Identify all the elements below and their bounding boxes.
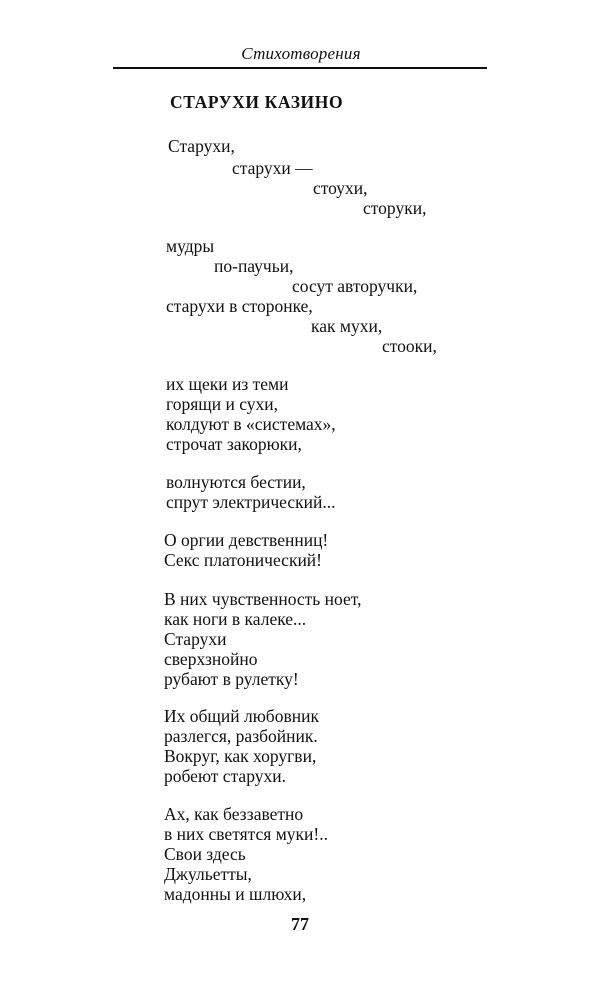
poem-title: СТАРУХИ КАЗИНО <box>170 92 344 112</box>
poem-line: Старухи, <box>168 136 235 156</box>
poem-line: Свои здесь <box>164 844 246 864</box>
poem-line: в них светятся муки!.. <box>164 824 328 844</box>
poem-line: мудры <box>166 236 215 256</box>
poem-line: по-паучьи, <box>214 256 294 276</box>
poem-line: Вокруг, как хоругви, <box>164 746 317 766</box>
poem-line: сверхзнойно <box>164 649 258 669</box>
poem-line: Ах, как беззаветно <box>164 804 304 824</box>
poem-line: спрут электрический... <box>166 492 336 512</box>
poem-line: рубают в рулетку! <box>164 669 299 689</box>
poem-line: Секс платонический! <box>164 550 323 570</box>
poem-line: сосут авторучки, <box>292 276 418 296</box>
page-number: 77 <box>291 914 309 934</box>
poem-line: О оргии девственниц! <box>164 530 329 550</box>
poem-line: как ноги в калеке... <box>164 609 307 629</box>
poem-line: горящи и сухи, <box>166 394 279 414</box>
poem-line: стооки, <box>382 336 437 356</box>
poem-line: Джульетты, <box>164 864 252 884</box>
poem-line: старухи — <box>232 158 313 178</box>
poem-line: колдуют в «системах», <box>166 414 336 434</box>
poem-line: волнуются бестии, <box>166 472 306 492</box>
running-head: Стихотворения <box>241 44 361 63</box>
header-rule <box>113 67 487 69</box>
poem-line: В них чувственность ноет, <box>164 589 362 609</box>
poem-line: старухи в сторонке, <box>166 296 313 316</box>
poem-line: Старухи <box>164 629 227 649</box>
poem-line: сторуки, <box>363 198 427 218</box>
poem-line: робеют старухи. <box>164 766 286 786</box>
poem-line: их щеки из теми <box>166 374 289 394</box>
poem-line: Их общий любовник <box>164 706 319 726</box>
poem-line: строчат закорюки, <box>166 434 302 454</box>
poem-line: мадонны и шлюхи, <box>164 884 307 904</box>
poem-line: как мухи, <box>311 316 383 336</box>
poem-line: разлегся, разбойник. <box>164 726 318 746</box>
poem-line: стоухи, <box>313 178 368 198</box>
